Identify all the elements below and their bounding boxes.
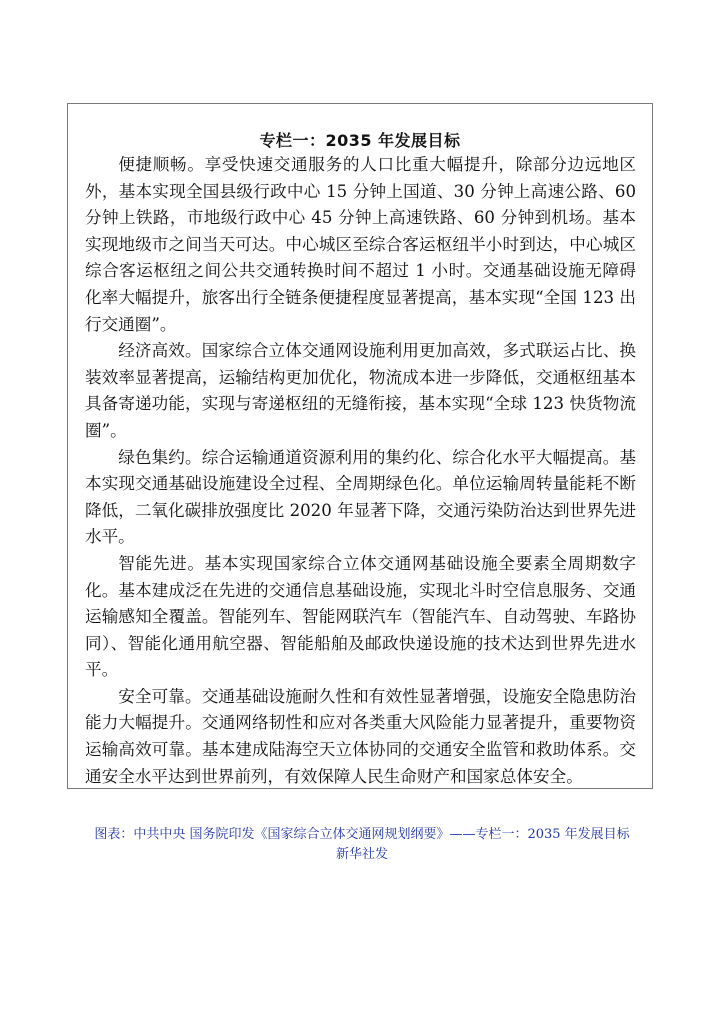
box-body xyxy=(85,152,636,790)
paragraph-green: 绿色集约。综合运输通道资源利用的集约化、综合化水平大幅提高。基本实现交通基础设施建设全过程、全周期绿色化。单位运输周转量能耗不断降低，二氧化碳排放强度比 2020 年显著下降，交通污染防治达到世界先进水平。 xyxy=(85,447,636,547)
paragraph-smart: 智能先进。基本实现国家综合立体交通网基础设施全要素全周期数字化。基本建成泛在先进的交通信息基础设施，实现北斗时空信息服务、交通运输感知全覆盖。智能列车、智能网联汽车（智能汽车、自动驾驶、车路协同）、智能化通用航空器、智能船舶及邮政快递设施的技术达到世界先进水平。 xyxy=(85,553,636,680)
box-title: 专栏一：2035 年发展目标 xyxy=(259,131,461,150)
paragraph-safe: 安全可靠。交通基础设施耐久性和有效性显著增强，设施安全隐患防治能力大幅提升。交通网络韧性和应对各类重大风险能力显著提升，重要物资运输高效可靠。基本建成陆海空天立体协同的交通安全监管和救助体系。交通安全水平达到世界前列，有效保障人民生命财产和国家总体安全。 xyxy=(85,686,636,786)
caption-line-1: 图表：中共中央 国务院印发《国家综合立体交通网规划纲要》——专栏一：2035 年发展目标 xyxy=(94,827,630,842)
paragraph-convenient: 便捷顺畅。享受快速交通服务的人口比重大幅提升，除部分边远地区外，基本实现全国县级行政中心 15 分钟上国道、30 分钟上高速公路、60 分钟上铁路，市地级行政中心 45 分钟上高速铁路、60 分钟到机场。基本实现地级市之间当天可达。中心城区至综合客运枢纽半小时到达，中心城区综合客运枢纽之间公共交通转换时间不超过 1 小时。交通基础设施无障碍化率大幅提升，旅客出行全链条便捷程度显著提高，基本实现“全国 123 出行交通圈”。 xyxy=(85,155,636,334)
caption-line-2: 新华社发 xyxy=(335,847,388,862)
paragraph-economic: 经济高效。国家综合立体交通网设施利用更加高效，多式联运占比、换装效率显著提高，运输结构更加优化，物流成本进一步降低，交通枢纽基本具备寄递功能，实现与寄递枢纽的无缝衔接，基本实现“全球 123 快货物流圈”。 xyxy=(85,341,636,440)
goals-box xyxy=(67,103,653,789)
figure-caption xyxy=(0,825,724,865)
